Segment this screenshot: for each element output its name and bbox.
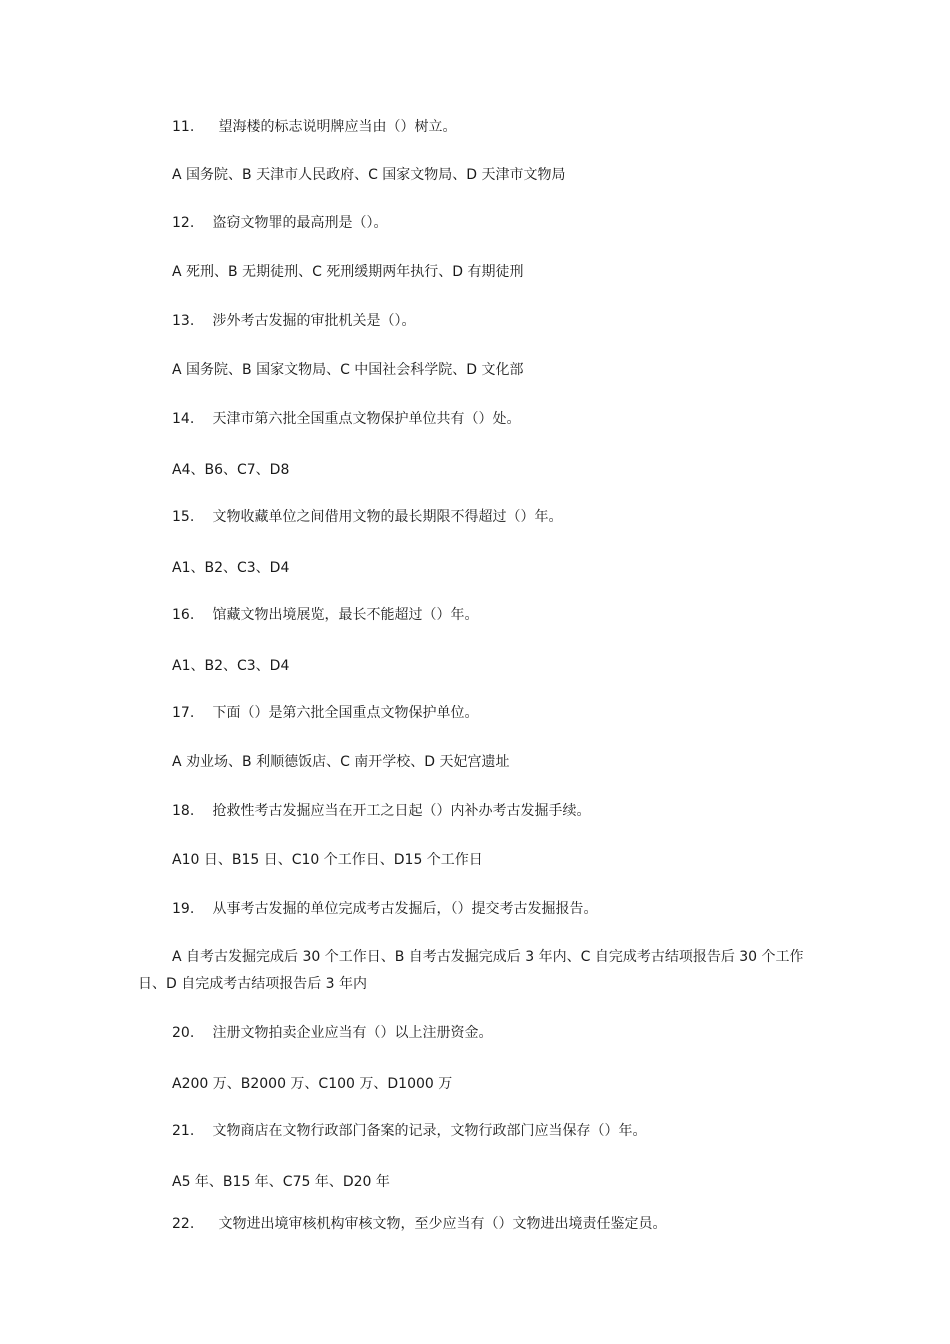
options-11: A 国务院、B 天津市人民政府、C 国家文物局、D 天津市文物局 — [172, 167, 566, 183]
options-20: A200 万、B2000 万、C100 万、D1000 万 — [172, 1076, 453, 1092]
question-16 — [172, 605, 478, 625]
question-number: 17. — [172, 705, 195, 721]
question-14 — [172, 409, 520, 429]
options-17: A 劝业场、B 利顺德饭店、C 南开学校、D 天妃宫遗址 — [172, 754, 510, 770]
question-text: 天津市第六批全国重点文物保护单位共有（）处。 — [212, 411, 521, 427]
question-21 — [172, 1121, 646, 1141]
question-number: 22. — [172, 1216, 195, 1232]
options-12: A 死刑、B 无期徒刑、C 死刑缓期两年执行、D 有期徒刑 — [172, 264, 524, 280]
options-14: A4、B6、C7、D8 — [172, 462, 290, 478]
question-number: 18. — [172, 803, 195, 819]
question-13 — [172, 311, 415, 331]
question-11 — [172, 117, 456, 137]
question-text: 文物进出境审核机构审核文物，至少应当有（）文物进出境责任鉴定员。 — [218, 1216, 667, 1232]
question-20 — [172, 1023, 492, 1043]
question-text: 望海楼的标志说明牌应当由（）树立。 — [218, 119, 457, 135]
question-number: 21. — [172, 1123, 195, 1139]
question-text: 文物收藏单位之间借用文物的最长期限不得超过（）年。 — [212, 509, 563, 525]
question-number: 15. — [172, 509, 195, 525]
question-22 — [172, 1214, 666, 1234]
question-number: 13. — [172, 313, 195, 329]
options-18: A10 日、B15 日、C10 个工作日、D15 个工作日 — [172, 852, 483, 868]
question-text: 文物商店在文物行政部门备案的记录，文物行政部门应当保存（）年。 — [212, 1123, 647, 1139]
question-text: 下面（）是第六批全国重点文物保护单位。 — [212, 705, 479, 721]
question-text: 涉外考古发掘的审批机关是（）。 — [212, 313, 416, 329]
question-18 — [172, 801, 590, 821]
question-text: 盗窃文物罪的最高刑是（）。 — [212, 215, 388, 231]
question-number: 16. — [172, 607, 195, 623]
question-number: 12. — [172, 215, 195, 231]
question-text: 从事考古发掘的单位完成考古发掘后，（）提交考古发掘报告。 — [212, 901, 598, 917]
question-number: 11. — [172, 119, 195, 135]
question-text: 抢救性考古发掘应当在开工之日起（）内补办考古发掘手续。 — [212, 803, 591, 819]
question-number: 19. — [172, 901, 195, 917]
options-19: A 自考古发掘完成后 30 个工作日、B 自考古发掘完成后 3 年内、C 自完成考古结项报告后 30 个工作日、D 自完成考古结项报告后 3 年内 — [138, 949, 804, 992]
question-12 — [172, 213, 387, 233]
question-text: 馆藏文物出境展览，最长不能超过（）年。 — [212, 607, 479, 623]
question-17 — [172, 703, 478, 723]
question-number: 20. — [172, 1025, 195, 1041]
options-16: A1、B2、C3、D4 — [172, 658, 290, 674]
question-15 — [172, 507, 562, 527]
question-19 — [172, 899, 597, 919]
question-text: 注册文物拍卖企业应当有（）以上注册资金。 — [212, 1025, 493, 1041]
question-number: 14. — [172, 411, 195, 427]
options-21: A5 年、B15 年、C75 年、D20 年 — [172, 1174, 390, 1190]
options-13: A 国务院、B 国家文物局、C 中国社会科学院、D 文化部 — [172, 362, 524, 378]
options-15: A1、B2、C3、D4 — [172, 560, 290, 576]
